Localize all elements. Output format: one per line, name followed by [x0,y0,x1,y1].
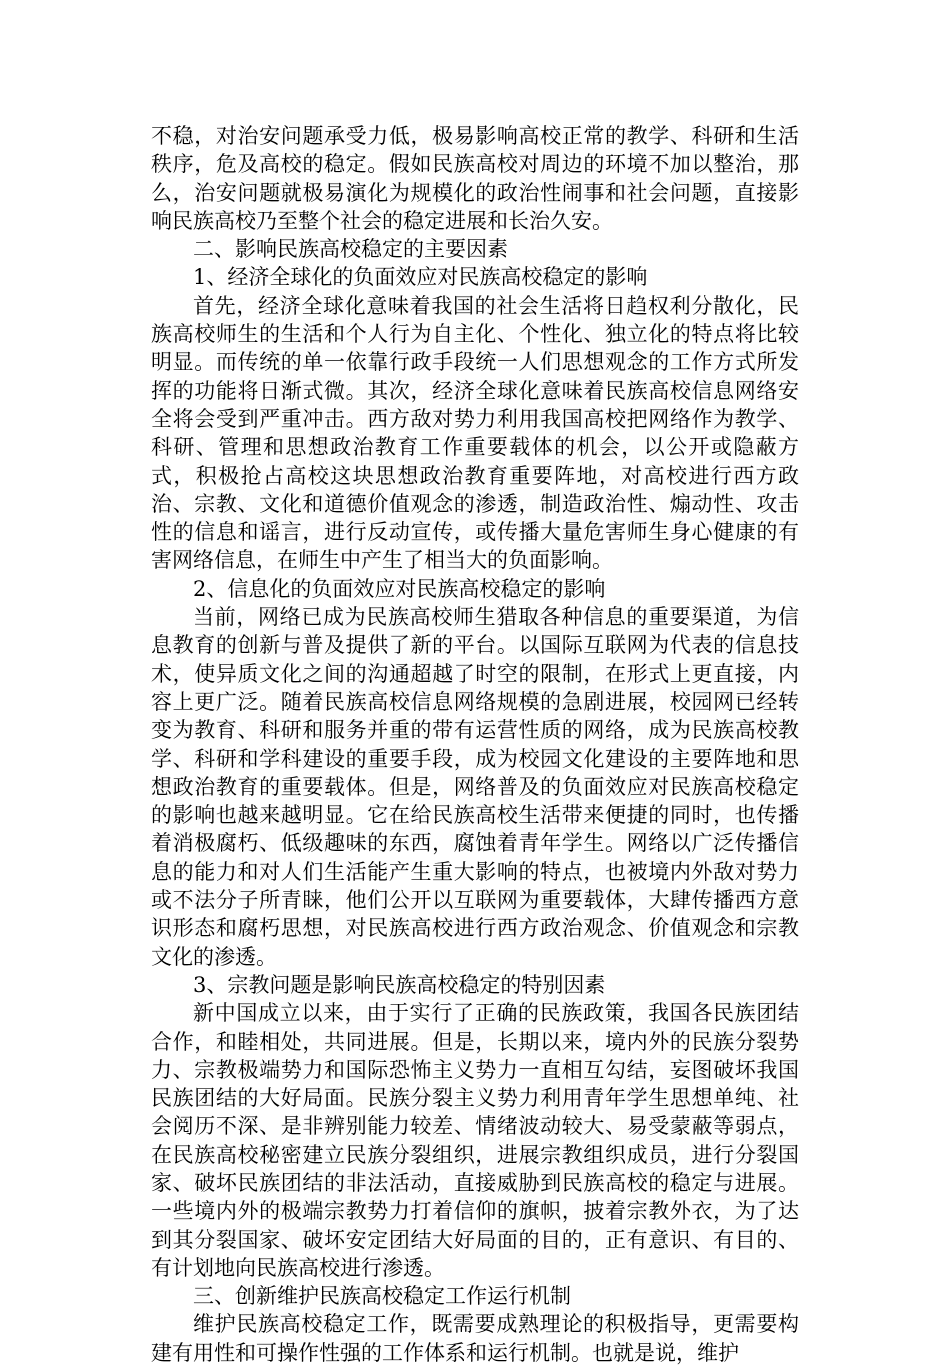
body-paragraph: 当前，网络已成为民族高校师生猎取各种信息的重要渠道，为信息教育的创新与普及提供了新的平台。以国际互联网为代表的信息技术，使异质文化之间的沟通超越了时空的限制，在形式上更直接，内容上更广泛。随着民族高校信息网络规模的急剧进展，校园网已经转变为教育、科研和服务并重的带有运营性质的网络，成为民族高校教学、科研和学科建设的重要手段，成为校园文化建设的主要阵地和思想政治教育的重要载体。但是，网络普及的负面效应对民族高校稳定的影响也越来越明显。它在给民族高校生活带来便捷的同时，也传播着消极腐朽、低级趣味的东西，腐蚀着青年学生。网络以广泛传播信息的能力和对人们生活能产生重大影响的特点，也被境内外敌对势力或不法分子所青睐，他们公开以互联网为重要载体，大肆传播西方意识形态和腐朽思想，对民族高校进行西方政治观念、价值观念和宗教文化的渗透。 [151,605,799,969]
body-paragraph: 首先，经济全球化意味着我国的社会生活将日趋权利分散化，民族高校师生的生活和个人行为自主化、个性化、独立化的特点将比较明显。而传统的单一依靠行政手段统一人们思想观念的工作方式所发挥的功能将日渐式微。其次，经济全球化意味着民族高校信息网络安全将会受到严重冲击。西方敌对势力利用我国高校把网络作为教学、科研、管理和思想政治教育工作重要载体的机会，以公开或隐蔽方式，积极抢占高校这块思想政治教育重要阵地，对高校进行西方政治、宗教、文化和道德价值观念的渗透，制造政治性、煽动性、攻击性的信息和谣言，进行反动宣传，或传播大量危害师生身心健康的有害网络信息，在师生中产生了相当大的负面影响。 [151,293,799,573]
subsection-heading: 1、经济全球化的负面效应对民族高校稳定的影响 [193,265,648,290]
section-heading: 二、影响民族高校稳定的主要因素 [193,237,508,262]
body-paragraph: 维护民族高校稳定工作，既需要成熟理论的积极指导，更需要构建有用性和可操作性强的工作体系和运行机制。也就是说，维护 [151,1312,799,1365]
section-heading: 三、创新维护民族高校稳定工作运行机制 [193,1284,571,1309]
document-page [151,122,799,1367]
subsection-heading: 2、信息化的负面效应对民族高校稳定的影响 [193,576,606,601]
body-paragraph: 不稳，对治安问题承受力低，极易影响高校正常的教学、科研和生活秩序，危及高校的稳定。假如民族高校对周边的环境不加以整治，那么，治安问题就极易演化为规模化的政治性闹事和社会问题，直接影响民族高校乃至整个社会的稳定进展和长治久安。 [151,124,799,233]
subsection-heading: 3、宗教问题是影响民族高校稳定的特别因素 [193,972,606,997]
body-paragraph: 新中国成立以来，由于实行了正确的民族政策，我国各民族团结合作，和睦相处，共同进展。但是，长期以来，境内外的民族分裂势力、宗教极端势力和国际恐怖主义势力一直相互勾结，妄图破坏我国民族团结的大好局面。民族分裂主义势力利用青年学生思想单纯、社会阅历不深、是非辨别能力较差、情绪波动较大、易受蒙蔽等弱点，在民族高校秘密建立民族分裂组织，进展宗教组织成员，进行分裂国家、破坏民族团结的非法活动，直接威胁到民族高校的稳定与进展。一些境内外的极端宗教势力打着信仰的旗帜，披着宗教外衣，为了达到其分裂国家、破坏安定团结大好局面的目的，正有意识、有目的、有计划地向民族高校进行渗透。 [151,1001,799,1280]
